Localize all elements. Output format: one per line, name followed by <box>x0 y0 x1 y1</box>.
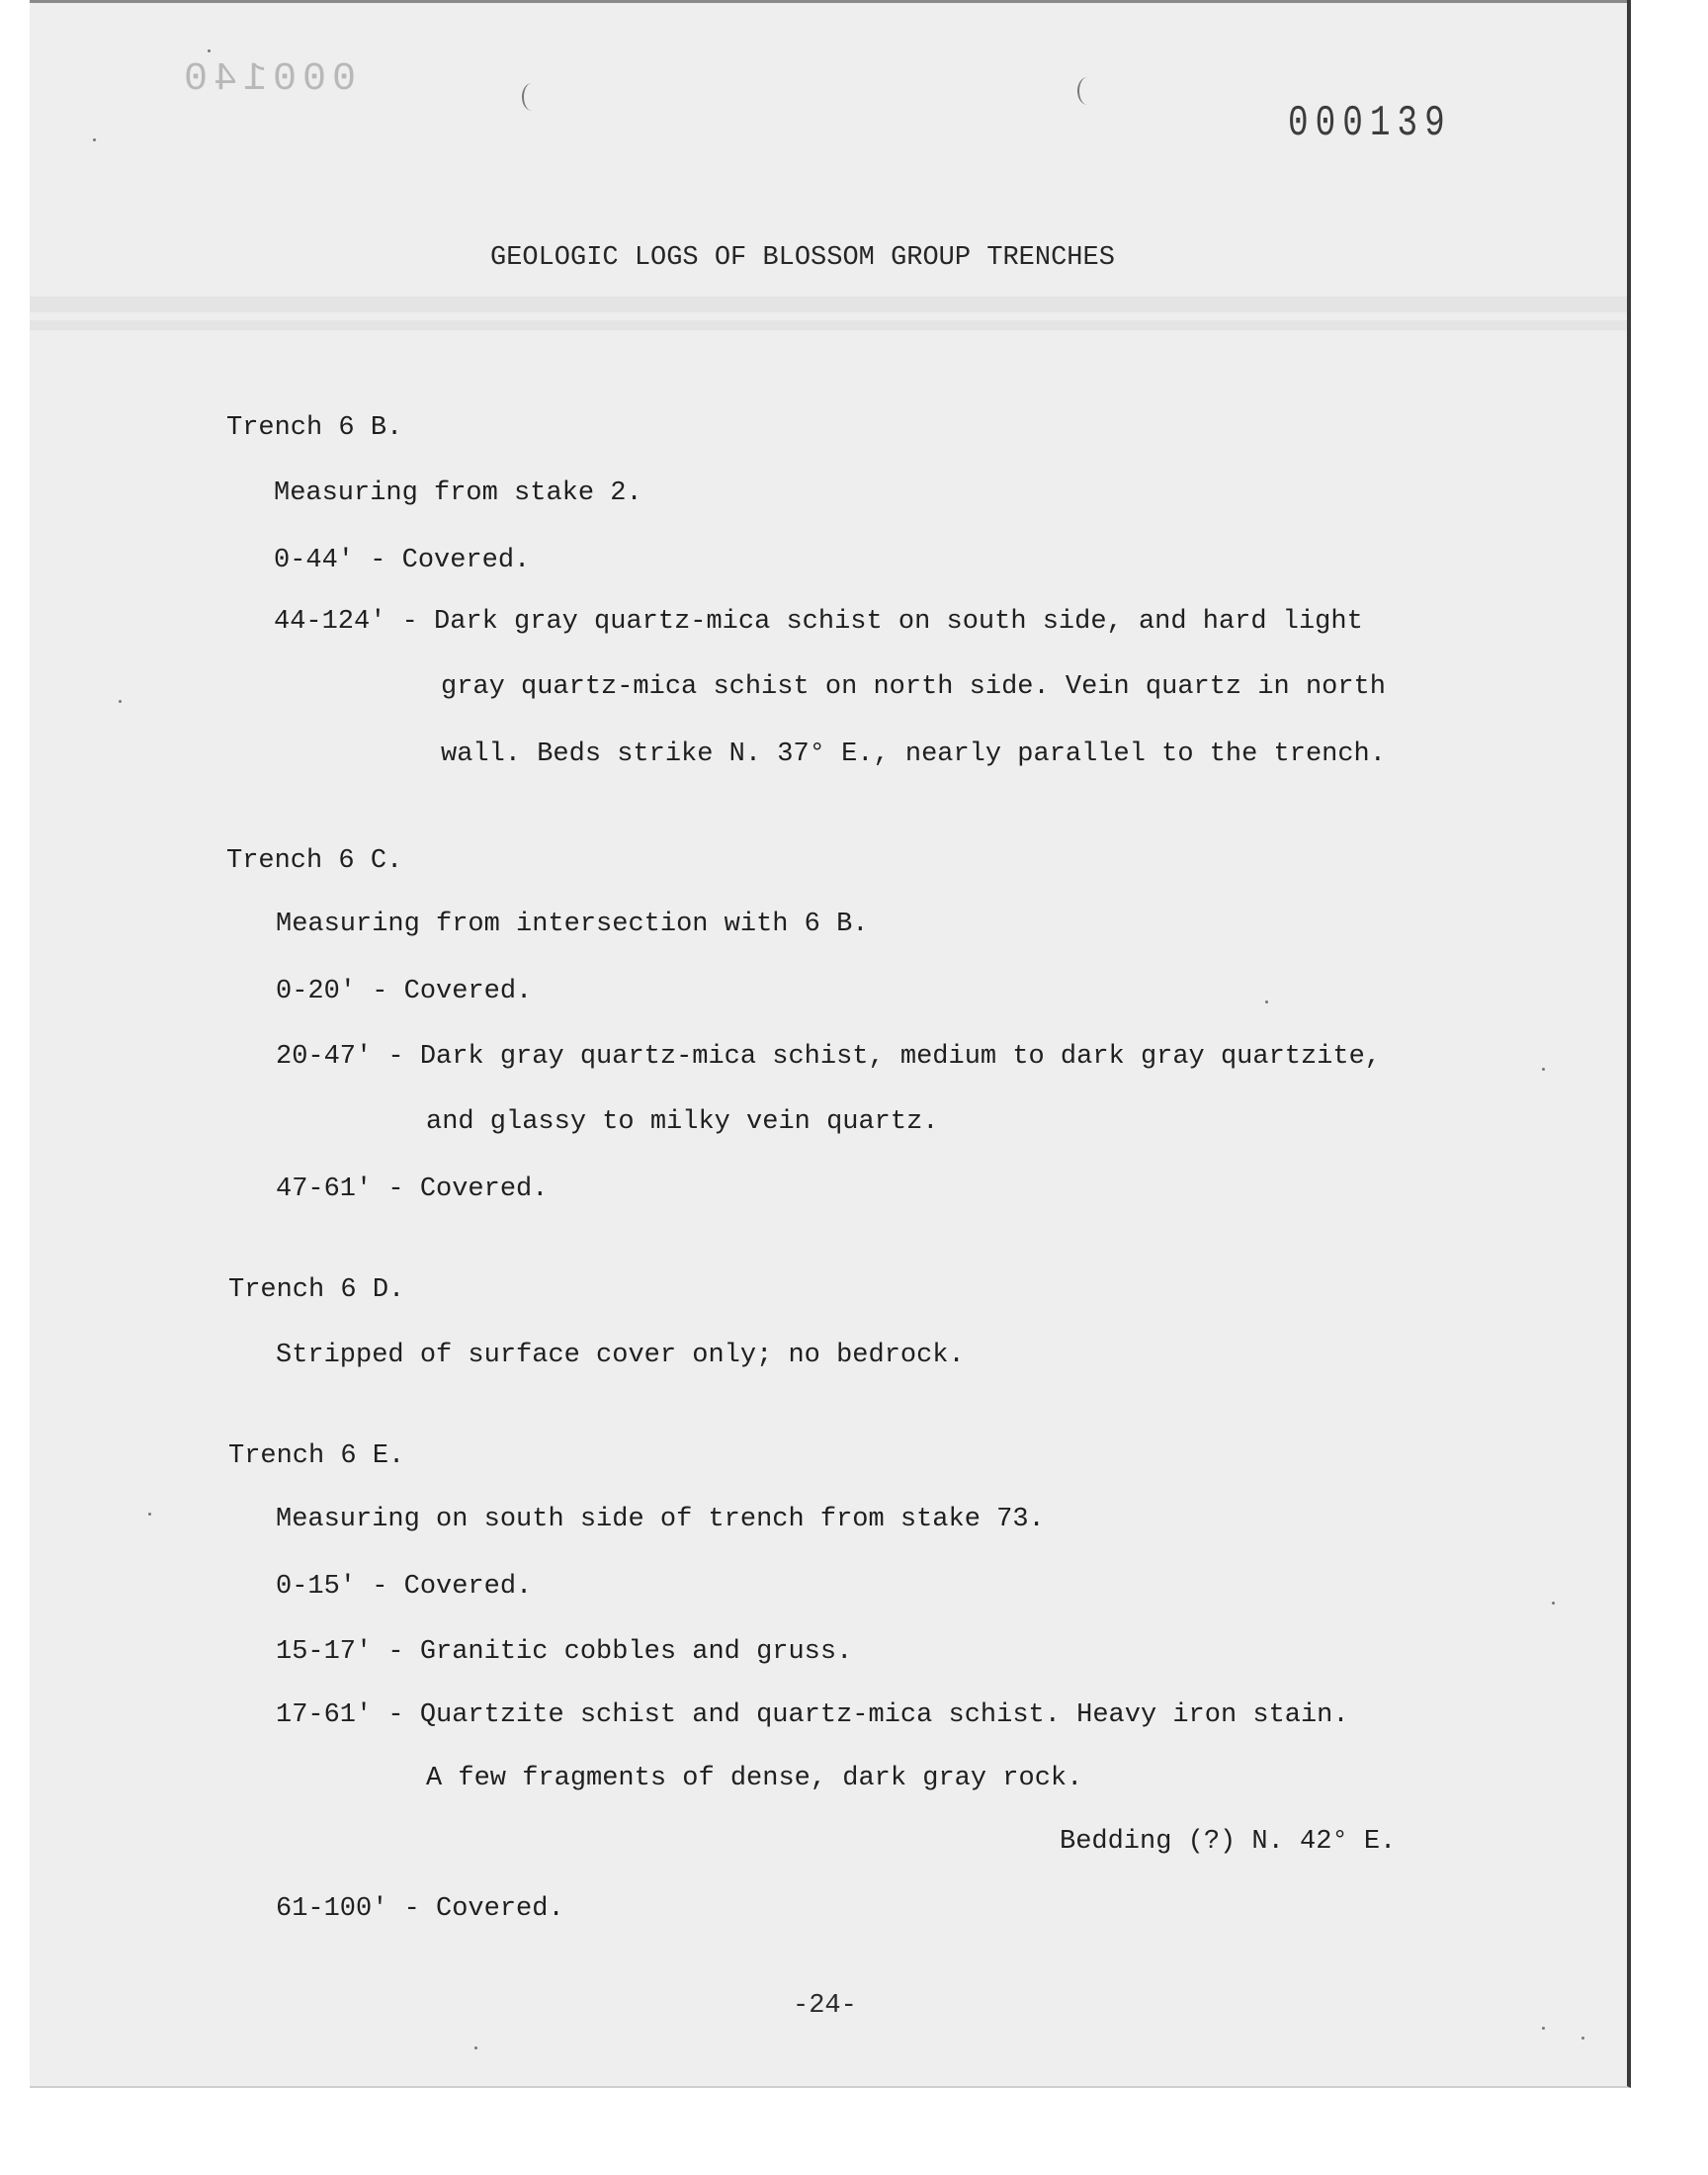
log-line: 20-47' - Dark gray quartz-mica schist, medium to dark gray quartzite, <box>276 1042 1381 1072</box>
page-number: -24- <box>793 1991 857 2021</box>
log-line: gray quartz-mica schist on north side. Vein quartz in north <box>441 672 1386 702</box>
bedding-note: Bedding (?) N. 42° E. <box>1060 1827 1397 1857</box>
log-line: Measuring from stake 2. <box>274 478 642 508</box>
scan-speck <box>1542 1068 1545 1071</box>
document-number: 000139 <box>1288 99 1452 148</box>
scan-artifact-band <box>30 320 1627 330</box>
scan-artifact-band <box>30 297 1627 312</box>
section-heading: Trench 6 C. <box>226 846 403 876</box>
scan-speck <box>148 1513 151 1516</box>
log-line: 15-17' - Granitic cobbles and gruss. <box>276 1637 853 1667</box>
log-line: 0-15' - Covered. <box>276 1572 533 1602</box>
log-line: 0-44' - Covered. <box>274 546 531 575</box>
log-line: 0-20' - Covered. <box>276 977 533 1006</box>
log-line: 61-100' - Covered. <box>276 1894 564 1924</box>
scan-speck <box>474 2046 477 2049</box>
crop-mark <box>522 83 542 111</box>
document-page <box>30 0 1631 2088</box>
log-line: 47-61' - Covered. <box>276 1174 549 1204</box>
log-line: 17-61' - Quartzite schist and quartz-mica schist. Heavy iron stain. <box>276 1700 1349 1730</box>
scan-speck <box>1552 1602 1555 1605</box>
crop-mark <box>1077 77 1097 105</box>
scan-speck <box>208 49 211 52</box>
log-line: Stripped of surface cover only; no bedrock. <box>276 1341 965 1370</box>
log-line: Measuring on south side of trench from stake 73. <box>276 1505 1045 1534</box>
section-heading: Trench 6 E. <box>228 1441 405 1471</box>
bleed-through-number: 000140 <box>178 57 357 102</box>
page-title: GEOLOGIC LOGS OF BLOSSOM GROUP TRENCHES <box>490 243 1115 273</box>
log-line: A few fragments of dense, dark gray rock. <box>426 1764 1083 1793</box>
scan-speck <box>1581 2037 1584 2040</box>
section-heading: Trench 6 B. <box>226 413 403 443</box>
log-line: 44-124' - Dark gray quartz-mica schist on south side, and hard light <box>274 607 1363 637</box>
scan-speck <box>93 138 96 141</box>
log-line: Measuring from intersection with 6 B. <box>276 910 869 939</box>
section-heading: Trench 6 D. <box>228 1275 405 1305</box>
scan-speck <box>119 700 122 703</box>
log-line: wall. Beds strike N. 37° E., nearly parallel to the trench. <box>441 740 1386 769</box>
scan-speck <box>1542 2027 1545 2030</box>
log-line: and glassy to milky vein quartz. <box>426 1107 939 1137</box>
page-top-edge <box>30 0 1627 3</box>
scan-speck <box>1265 1000 1268 1003</box>
